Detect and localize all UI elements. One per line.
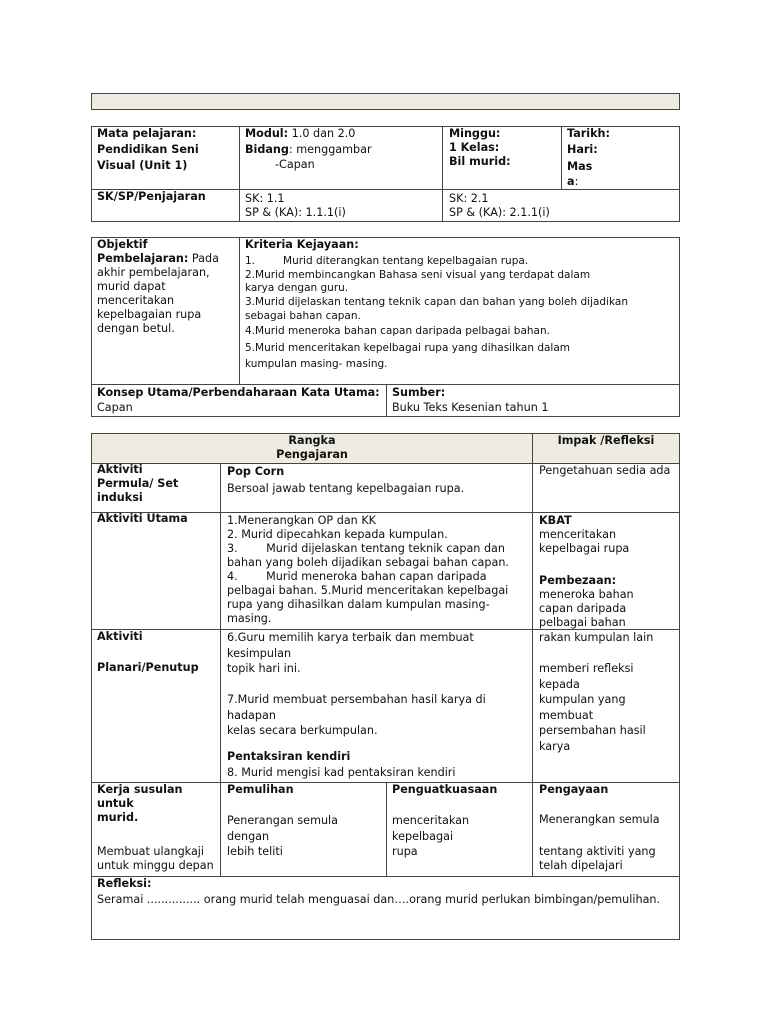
kriteria-5a: 5.Murid menceritakan kepelbagai rupa yang dihasilkan dalam xyxy=(245,342,571,354)
konsep-label: Konsep Utama/Perbendaharaan Kata Utama: xyxy=(97,386,380,399)
masa-label: Mas xyxy=(567,160,593,173)
refleksi-text: Seramai ............... orang murid telah menguasai dan….orang murid perlukan bimbingan/pemulihan. xyxy=(97,893,661,906)
kbat-block: KBAT menceritakan kepelbagai rupa xyxy=(539,514,630,555)
kriteria-1: 1. Murid diterangkan tentang kepelbagaian rupa. xyxy=(245,255,529,267)
minggu-label: Minggu: xyxy=(449,127,501,140)
rangka-header: Rangka Pengajaran xyxy=(276,434,348,461)
pemulihan-text: Penerangan semula dengan lebih teliti xyxy=(227,814,339,858)
planari-text: 6.Guru memilih karya terbaik dan membuat kesimpulan topik hari ini. 7.Murid membuat persembahan hasil karya di hadapan kelas secara berkumpulan. xyxy=(227,631,486,737)
pengayaan-label: Pengayaan xyxy=(539,783,609,796)
mata-pelajaran-value: Pendidikan Seni Visual (Unit 1) xyxy=(97,143,199,172)
kriteria-4: 4.Murid meneroka bahan capan daripada pelbagai bahan. xyxy=(245,325,550,337)
penguatkuasaan-label: Penguatkuasaan xyxy=(392,783,498,796)
kriteria-2b: karya dengan guru. xyxy=(245,282,349,294)
planari-label-2: Planari/Penutup xyxy=(97,661,199,674)
kelas-label: 1 Kelas: xyxy=(449,141,500,154)
pemulihan-label: Pemulihan xyxy=(227,783,294,796)
refleksi-label: Refleksi: xyxy=(97,877,152,890)
sk-1: SK: 1.1 xyxy=(245,192,285,205)
impak-header: Impak /Refleksi xyxy=(557,434,655,447)
pengayaan-text-1: Menerangkan semula xyxy=(539,813,660,826)
sumber-value: Buku Teks Kesenian tahun 1 xyxy=(392,401,549,414)
bidang-sub: -Capan xyxy=(275,158,315,171)
bil-murid-label: Bil murid: xyxy=(449,155,511,168)
kriteria-2a: 2.Murid membincangkan Bahasa seni visual yang terdapat dalam xyxy=(245,269,591,281)
susulan-label: Kerja susulan untuk murid. xyxy=(97,783,183,824)
modul-line: Modul: 1.0 dan 2.0 xyxy=(245,127,356,140)
penguatkuasaan-text: menceritakan kepelbagai rupa xyxy=(392,814,470,858)
pengetahuan-text: Pengetahuan sedia ada xyxy=(539,464,671,477)
permula-label: Aktiviti Permula/ Set induksi xyxy=(97,463,179,504)
pentaksiran-label: Pentaksiran kendiri xyxy=(227,750,351,763)
utama-text: 1.Menerangkan OP dan KK 2. Murid dipecahkan kepada kumpulan. 3. Murid dijelaskan tentang teknik capan dan bahan yang boleh dijadikan sebagai bahan capan. 4. Murid meneroka bahan capan daripada pelbagai bahan. 5.Murid menceritakan kepelbagai rupa yang dihasilkan dalam kumpulan masing- masing. xyxy=(227,514,509,625)
konsep-value: Capan xyxy=(97,401,133,414)
objektif-text: Objektif Pembelajaran: Pada akhir pembelajaran, murid dapat menceritakan kepelbagaian rupa dengan betul. xyxy=(97,238,219,335)
sp-2: SP & (KA): 2.1.1(i) xyxy=(449,206,550,219)
planari-label-1: Aktiviti xyxy=(97,630,143,643)
sksp-label: SK/SP/Penjajaran xyxy=(97,190,206,203)
pengayaan-text-2: tentang aktiviti yang telah dipelajari xyxy=(539,845,656,872)
title-bar xyxy=(91,93,680,110)
bidang-line: Bidang: menggambar xyxy=(245,143,372,156)
refleksi-impak: rakan kumpulan lain memberi refleksi kepada kumpulan yang membuat persembahan hasil karya xyxy=(539,631,654,753)
masa-label-tail: a: xyxy=(567,175,579,188)
mata-pelajaran-label: Mata pelajaran: xyxy=(97,127,197,140)
popcorn-text: Bersoal jawab tentang kepelbagaian rupa. xyxy=(227,482,465,495)
kriteria-5b: kumpulan masing- masing. xyxy=(245,358,388,370)
pembezaan-block: Pembezaan: meneroka bahan capan daripada pelbagai bahan xyxy=(539,574,634,629)
utama-label: Aktiviti Utama xyxy=(97,512,188,525)
sk-2: SK: 2.1 xyxy=(449,192,489,205)
kriteria-3a: 3.Murid dijelaskan tentang teknik capan dan bahan yang boleh dijadikan xyxy=(245,296,628,308)
tarikh-label: Tarikh: xyxy=(567,127,610,140)
susulan-text: Membuat ulangkaji untuk minggu depan xyxy=(97,845,214,872)
kriteria-label: Kriteria Kejayaan: xyxy=(245,238,359,251)
sp-1: SP & (KA): 1.1.1(i) xyxy=(245,206,346,219)
popcorn-title: Pop Corn xyxy=(227,465,285,478)
kriteria-3b: sebagai bahan capan. xyxy=(245,310,361,322)
sumber-label: Sumber: xyxy=(392,386,446,399)
hari-label: Hari: xyxy=(567,143,598,156)
pentaksiran-text: 8. Murid mengisi kad pentaksiran kendiri xyxy=(227,766,456,779)
